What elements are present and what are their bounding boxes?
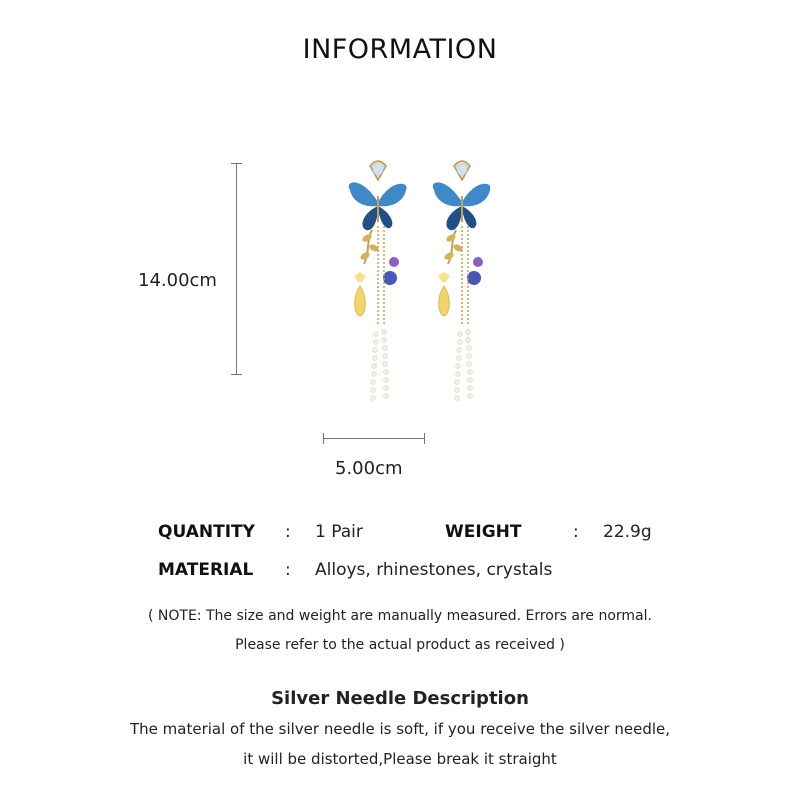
quantity-label: QUANTITY <box>158 522 255 542</box>
material-value: Alloys, rhinestones, crystals <box>315 560 553 580</box>
quantity-value: 1 Pair <box>315 522 363 542</box>
weight-value: 22.9g <box>603 522 652 542</box>
width-dimension-line <box>323 438 425 439</box>
height-dimension-label: 14.00cm <box>138 270 217 291</box>
silver-needle-title: Silver Needle Description <box>271 688 529 709</box>
weight-separator: : <box>573 522 579 542</box>
earrings-image <box>340 150 490 410</box>
material-label: MATERIAL <box>158 560 254 580</box>
weight-label: WEIGHT <box>445 522 522 542</box>
quantity-separator: : <box>285 522 291 542</box>
silver-needle-line-2: it will be distorted,Please break it straight <box>243 750 557 768</box>
note-line-2: Please refer to the actual product as received ) <box>235 637 565 653</box>
width-dimension-label: 5.00cm <box>335 458 403 479</box>
silver-needle-line-1: The material of the silver needle is soft, if you receive the silver needle, <box>129 720 671 738</box>
height-dimension-line <box>236 163 237 375</box>
page-title: INFORMATION <box>302 34 498 65</box>
material-separator: : <box>285 560 291 580</box>
note-line-1: ( NOTE: The size and weight are manually measured. Errors are normal. <box>148 608 652 624</box>
